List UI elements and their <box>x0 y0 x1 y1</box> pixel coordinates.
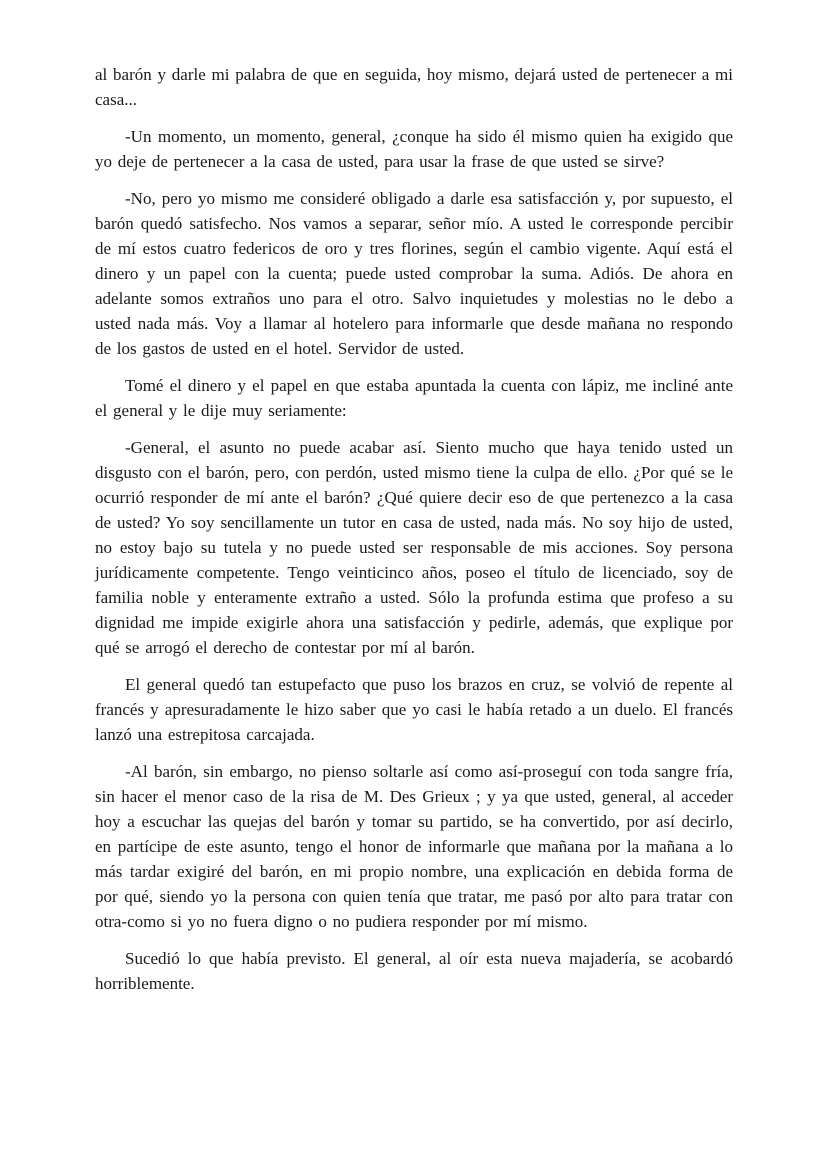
paragraph: -Al barón, sin embargo, no pienso soltarle así como así-proseguí con toda sangre fría, sin hacer el menor caso de la risa de M. Des Grieux ; y ya que usted, general, al acceder hoy a escuchar las quejas del barón y tomar su partido, se ha convertido, por así decirlo, en partícipe de este asunto, tengo el honor de informarle que mañana por la mañana a lo más tardar exigiré del barón, en mi propio nombre, una explicación en debida forma de por qué, siendo yo la persona con quien tenía que tratar, me pasó por alto para tratar con otra-como si yo no fuera digno o no pudiera responder por mí mismo. <box>95 762 733 931</box>
paragraph: -No, pero yo mismo me consideré obligado a darle esa satisfacción y, por supuesto, el barón quedó satisfecho. Nos vamos a separar, señor mío. A usted le corresponde percibir de mí estos cuatro federicos de oro y tres florines, según el cambio vigente. Aquí está el dinero y un papel con la cuenta; puede usted comprobar la suma. Adiós. De ahora en adelante somos extraños uno para el otro. Salvo inquietudes y molestias no le debo a usted nada más. Voy a llamar al hotelero para informarle que desde mañana no respondo de los gastos de usted en el hotel. Servidor de usted. <box>95 189 733 358</box>
paragraph: -General, el asunto no puede acabar así. Siento mucho que haya tenido usted un disgusto con el barón, pero, con perdón, usted mismo tiene la culpa de ello. ¿Por qué se le ocurrió responder de mí ante el barón? ¿Qué quiere decir eso de que pertenezco a la casa de usted? Yo soy sencillamente un tutor en casa de usted, nada más. No soy hijo de usted, no estoy bajo su tutela y no puede usted ser responsable de mis acciones. Soy persona jurídicamente competente. Tengo veinticinco años, poseo el título de licenciado, soy de familia noble y enteramente extraño a usted. Sólo la profunda estima que profeso a su dignidad me impide exigirle ahora una satisfacción y pedirle, además, que explique por qué se arrogó el derecho de contestar por mí al barón. <box>95 438 733 657</box>
paragraph: El general quedó tan estupefacto que puso los brazos en cruz, se volvió de repente al francés y apresuradamente le hizo saber que yo casi le había retado a un duelo. El francés lanzó una estrepitosa carcajada. <box>95 675 733 744</box>
paragraph: Sucedió lo que había previsto. El general, al oír esta nueva majadería, se acobardó horriblemente. <box>95 949 733 993</box>
paragraph-continuation: al barón y darle mi palabra de que en seguida, hoy mismo, dejará usted de pertenecer a mi casa... <box>95 65 733 109</box>
paragraph: -Un momento, un momento, general, ¿conque ha sido él mismo quien ha exigido que yo deje de pertenecer a la casa de usted, para usar la frase de que usted se sirve? <box>95 127 733 171</box>
paragraph: Tomé el dinero y el papel en que estaba apuntada la cuenta con lápiz, me incliné ante el general y le dije muy seriamente: <box>95 376 733 420</box>
